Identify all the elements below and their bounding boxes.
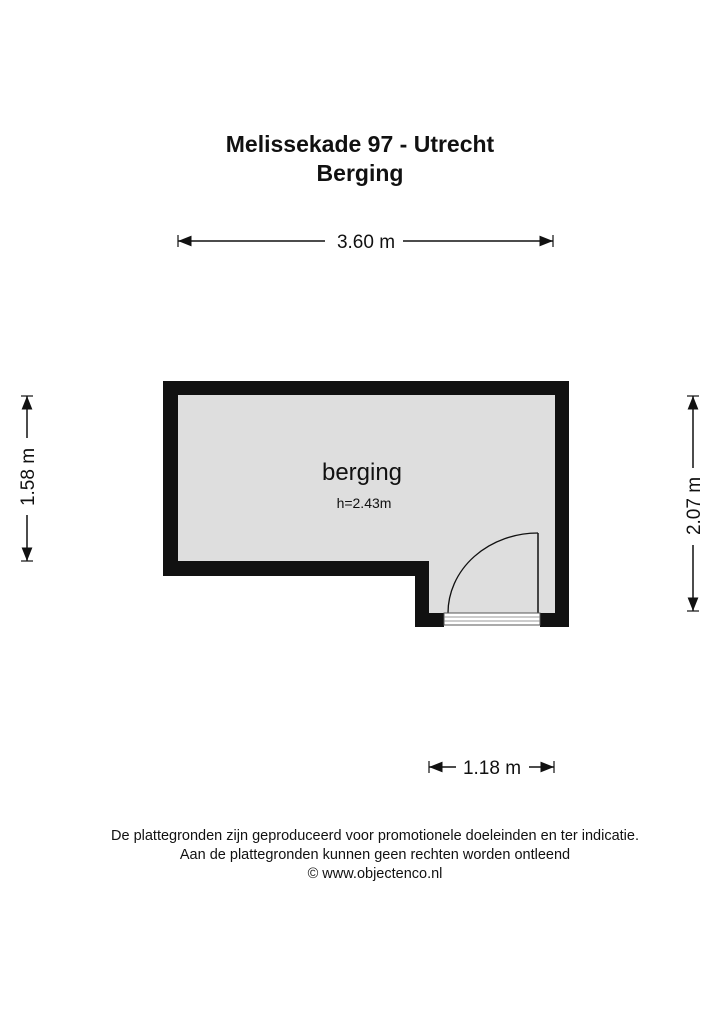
dimension-height-left bbox=[18, 396, 39, 561]
disclaimer-line-1: De plattegronden zijn geproduceerd voor promotionele doeleinden en ter indicatie. bbox=[111, 828, 639, 844]
dimension-width-bottom bbox=[429, 758, 554, 779]
room-label: berging bbox=[321, 459, 403, 486]
dimension-label-height-right: 2.07 m bbox=[684, 476, 705, 536]
disclaimer-line-2: Aan de plattegronden kunnen geen rechten worden ontleend bbox=[179, 847, 571, 863]
dimension-label-height-left: 1.58 m bbox=[18, 447, 39, 507]
dimension-label-width-bottom: 1.18 m bbox=[462, 758, 522, 779]
dimension-width-top bbox=[178, 232, 553, 253]
page-subtitle: Berging bbox=[316, 160, 404, 186]
dimension-label-width-top: 3.60 m bbox=[336, 232, 396, 253]
copyright-link[interactable]: © www.objectenco.nl bbox=[307, 866, 443, 882]
page-title: Melissekade 97 - Utrecht bbox=[225, 131, 495, 157]
dimension-height-right bbox=[684, 396, 705, 611]
room-height-label: h=2.43m bbox=[336, 495, 392, 511]
